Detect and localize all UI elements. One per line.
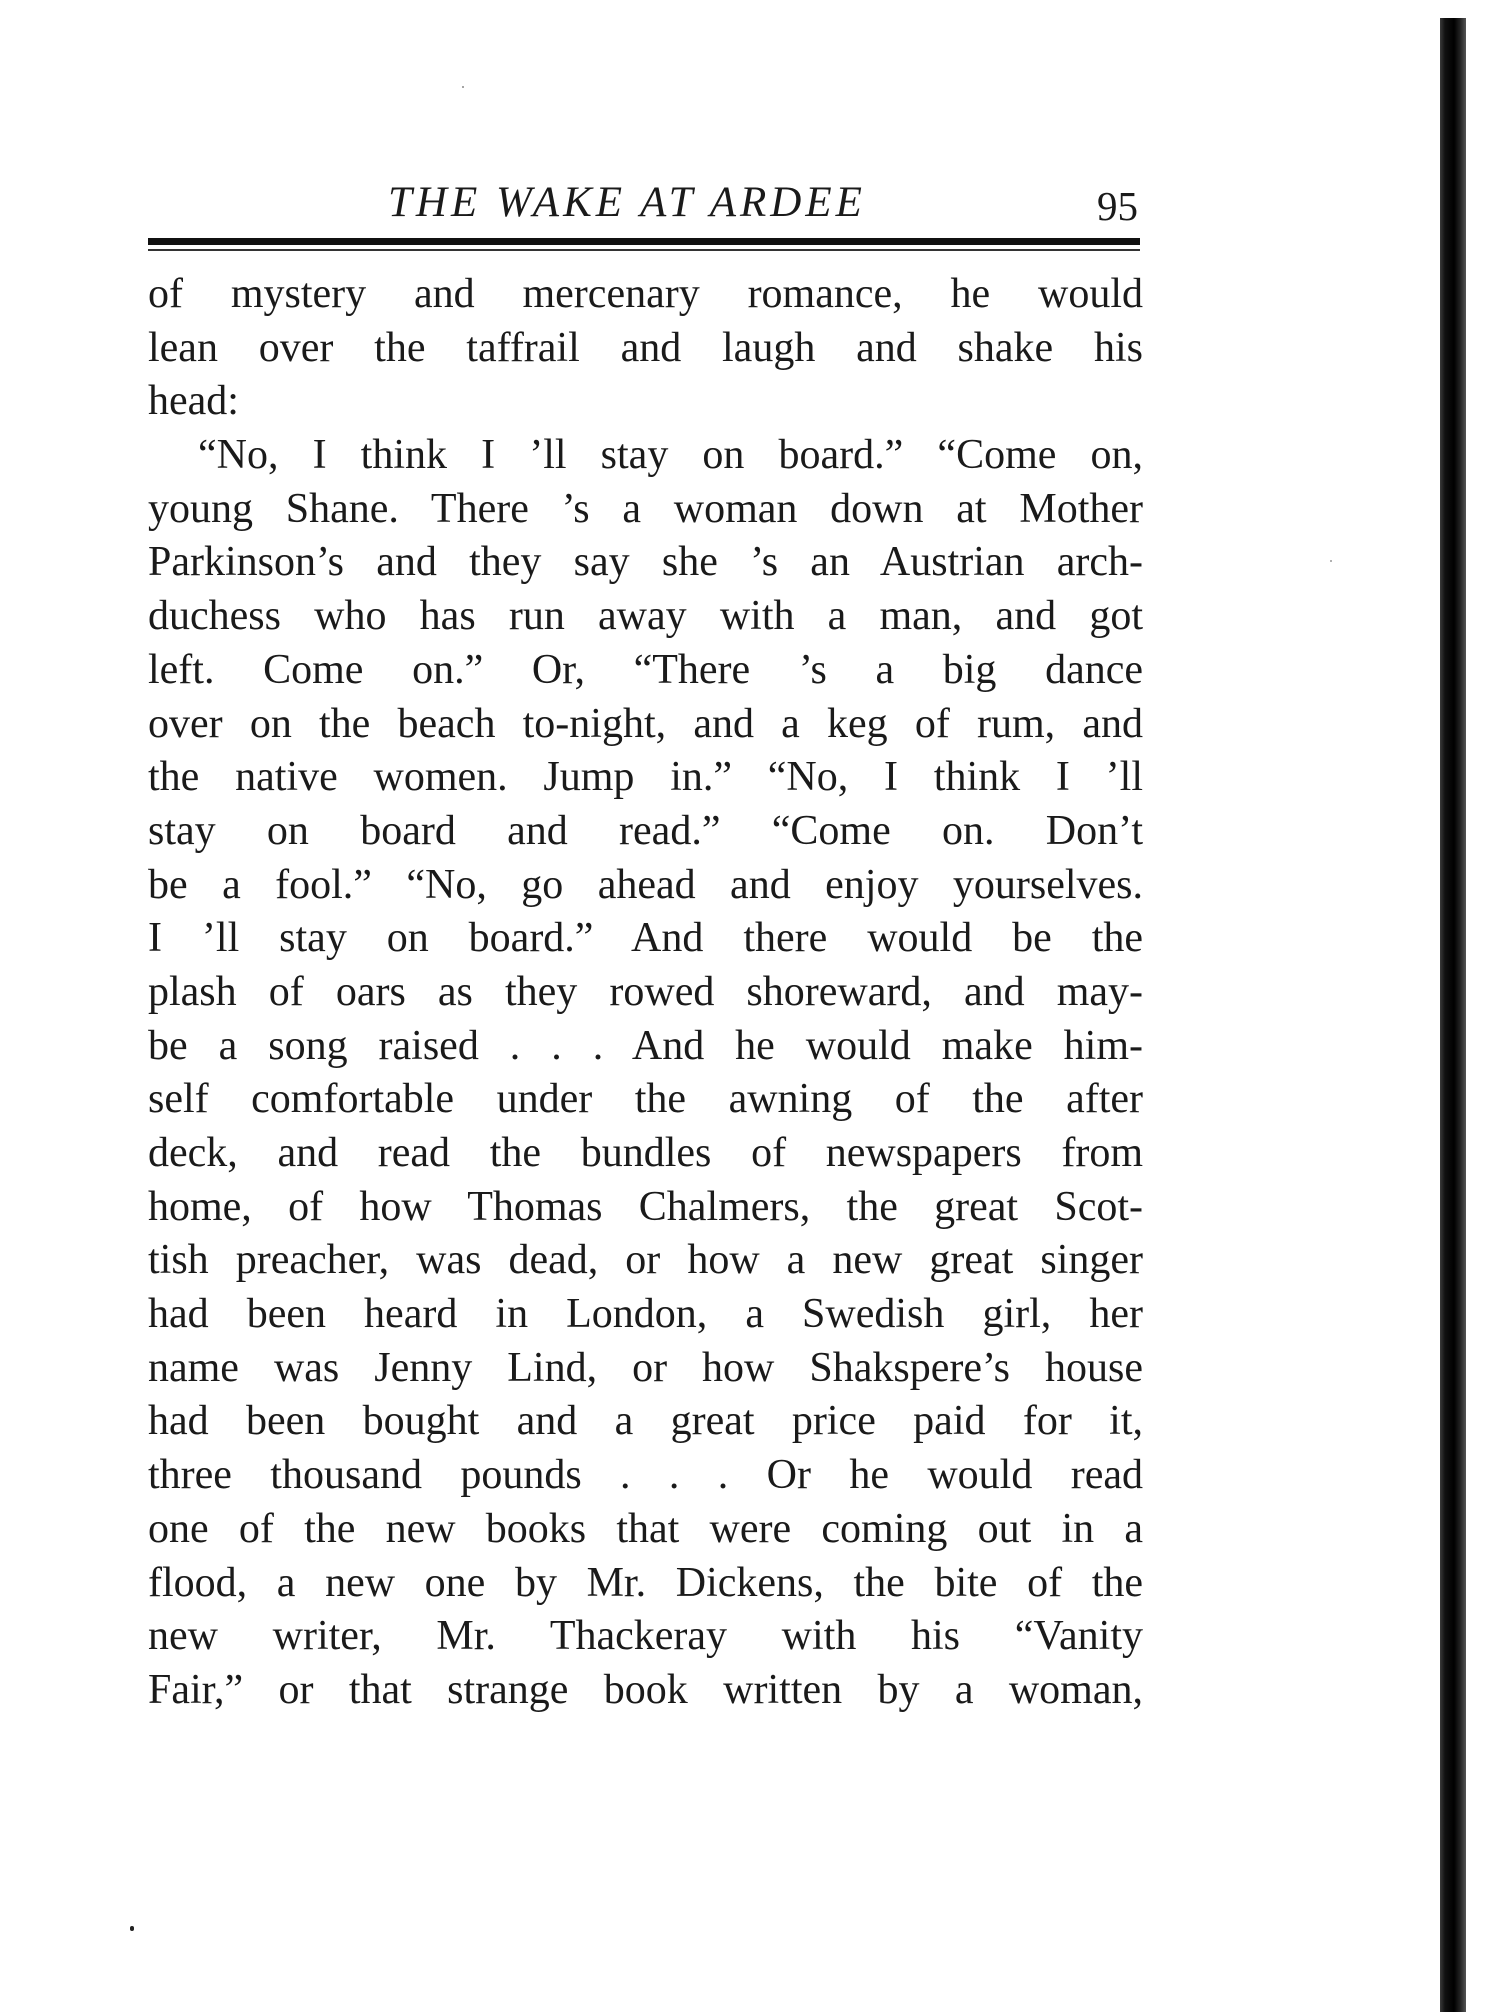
body-text xyxy=(148,268,1143,1718)
text-line: flood, a new one by Mr. Dickens, the bite of the xyxy=(148,1559,1143,1606)
print-speck xyxy=(1330,560,1332,562)
text-line: three thousand pounds . . . Or he would read xyxy=(148,1452,1143,1499)
text-line: be a song raised . . . And he would make him- xyxy=(148,1022,1143,1069)
text-line: the native women. Jump in.” “No, I think I ’ll xyxy=(148,754,1143,801)
text-line: had been heard in London, a Swedish girl, her xyxy=(148,1291,1143,1338)
text-line: self comfortable under the awning of the after xyxy=(148,1076,1143,1123)
text-line: one of the new books that were coming out in a xyxy=(148,1505,1143,1552)
text-line: left. Come on.” Or, “There ’s a big dance xyxy=(148,646,1143,693)
text-line: stay on board and read.” “Come on. Don’t xyxy=(148,807,1143,854)
text-line: lean over the taffrail and laugh and shake his xyxy=(148,324,1143,371)
text-line: duchess who has run away with a man, and got xyxy=(148,593,1143,640)
text-line: name was Jenny Lind, or how Shakspere’s house xyxy=(148,1344,1143,1391)
text-line: “No, I think I ’ll stay on board.” “Come on, xyxy=(198,432,1143,479)
text-line: plash of oars as they rowed shoreward, and may- xyxy=(148,968,1143,1015)
text-line: be a fool.” “No, go ahead and enjoy yourselves. xyxy=(148,861,1143,908)
page-number: 95 xyxy=(1097,183,1138,229)
page-edge-shadow xyxy=(1440,18,1466,2012)
text-line: young Shane. There ’s a woman down at Mother xyxy=(148,485,1143,532)
page-header xyxy=(148,168,1140,238)
text-line: I ’ll stay on board.” And there would be the xyxy=(148,915,1143,962)
print-speck xyxy=(130,1926,134,1931)
header-rule-thick xyxy=(148,238,1140,245)
text-line: of mystery and mercenary romance, he would xyxy=(148,271,1143,317)
text-line: home, of how Thomas Chalmers, the great Scot- xyxy=(148,1183,1143,1230)
text-line: deck, and read the bundles of newspapers from xyxy=(148,1130,1143,1176)
text-line: Parkinson’s and they say she ’s an Austrian arch- xyxy=(148,539,1143,586)
header-rule-thin xyxy=(148,249,1140,251)
print-speck xyxy=(462,86,464,88)
text-line: tish preacher, was dead, or how a new great singer xyxy=(148,1237,1143,1284)
text-line: head: xyxy=(148,378,239,425)
text-line: had been bought and a great price paid for it, xyxy=(148,1398,1143,1445)
text-line: over on the beach to-night, and a keg of rum, and xyxy=(148,700,1143,747)
text-line: Fair,” or that strange book written by a woman, xyxy=(148,1666,1143,1713)
running-title: THE WAKE AT ARDEE xyxy=(388,179,866,226)
text-line: new writer, Mr. Thackeray with his “Vanity xyxy=(148,1613,1143,1660)
